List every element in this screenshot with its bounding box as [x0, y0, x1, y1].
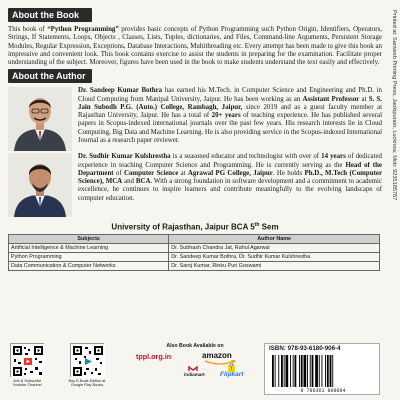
- bottom-strip: [8, 343, 382, 395]
- book-title-bold: “Python Programming”: [47, 26, 119, 33]
- author2-role: Head of the Department: [78, 161, 382, 177]
- table-header-author: Author Name: [169, 235, 380, 244]
- tppl-link[interactable]: tppl.org.in: [136, 352, 172, 361]
- availability-panel: [132, 343, 258, 393]
- table-row: [9, 253, 380, 262]
- barcode-stripe: [307, 355, 308, 387]
- google-play-qr-label: Buy E-Book Edition at Google Play Books: [68, 379, 106, 387]
- author1-bio: [78, 87, 382, 151]
- printer-info: Printed at: Sarwesh Printing Press, Jankipuram, Lucknow, Mob: 9235185767: [391, 10, 397, 201]
- barcode-stripe: [330, 355, 332, 387]
- author2-bio: [78, 153, 382, 217]
- table-row: [9, 244, 380, 253]
- author2-bio-part: of dedicated experience in teaching Computer Science and Programming. He is currently serving as the: [78, 153, 382, 169]
- table-cell-subject: Artificial Intelligence & Machine Learning: [9, 244, 169, 253]
- person-portrait-icon: [8, 153, 72, 217]
- barcode-stripe: [286, 355, 289, 387]
- barcode-stripe: [299, 355, 300, 387]
- author2-bio-part: . He holds: [272, 169, 305, 177]
- author2-bio-part: and: [122, 178, 136, 186]
- barcode-stripe: [322, 355, 323, 387]
- author1-bio-part: since 2019 and as a guest faculty member at Rajasthan University, Jaipur. He has a total of: [78, 103, 382, 120]
- person-portrait-icon: [8, 87, 72, 151]
- barcode-stripe: [312, 355, 314, 387]
- author1-block: [8, 87, 382, 151]
- youtube-qr-code[interactable]: [10, 343, 44, 377]
- about-book-text-1: This book of: [8, 26, 48, 33]
- barcode-stripe: [295, 355, 297, 387]
- author2-dept: Computer Science: [124, 169, 179, 177]
- qr-code-icon: [11, 344, 45, 378]
- indiamart-logo-icon: [188, 365, 198, 372]
- indiamart-logo: indiamart: [184, 372, 205, 377]
- qr-code-icon: [71, 344, 105, 378]
- barcode-stripe: [301, 355, 303, 387]
- about-book-heading: About the Book: [8, 8, 92, 22]
- table-cell-subject: Python Programming: [9, 253, 169, 262]
- barcode-stripe: [281, 355, 283, 387]
- table-header-row: [9, 235, 380, 244]
- author1-name: Dr. Sandeep Kumar Bothra: [78, 87, 163, 95]
- table-cell-author: Dr. Saroj Kumar, Rinku Puri Goswami: [169, 262, 380, 271]
- barcode-stripe: [272, 355, 274, 387]
- availability-title: Also Book Available on: [166, 343, 224, 349]
- main-content: [8, 8, 382, 271]
- barcode-stripe: [310, 355, 311, 387]
- table-header-subjects: Subjects: [9, 235, 169, 244]
- author2-bio-part: of: [113, 169, 124, 177]
- table-row: [9, 262, 380, 271]
- barcode-digits: 9 789361 809064: [300, 388, 346, 394]
- amazon-text: amazon: [202, 351, 232, 360]
- google-play-qr-code[interactable]: [70, 343, 104, 377]
- table-cell-author: Dr. Subhash Chandra Jat, Rahul Agarwal: [169, 244, 380, 253]
- table-cell-subject: Data Communication & Computer Networks: [9, 262, 169, 271]
- barcode-stripe: [332, 355, 333, 387]
- author1-bio-part: at: [359, 95, 369, 103]
- university-suffix: Sem: [259, 223, 279, 233]
- author1-bio-part: of teaching experience. He has published several papers in Scopus-indexed international journals over the past few years. His research interests lie in Cloud Computing, Big Data and Machine Learning. He is also providing service in the Scopus-indexed International Journal as a research paper reviewer.: [78, 112, 382, 144]
- subjects-table: [8, 234, 380, 271]
- youtube-qr-label: Join & Subscribe Youtube Channel: [12, 379, 42, 387]
- barcode-stripe: [315, 355, 318, 387]
- barcode-stripe: [293, 355, 294, 387]
- barcode-box: [264, 343, 380, 395]
- svg-text:f: f: [230, 366, 233, 372]
- flipkart-logo: Flipkart: [220, 371, 244, 378]
- author2-bio-part: at: [178, 169, 188, 177]
- isbn-number: ISBN: 978-93-6180-906-4: [269, 345, 341, 352]
- author2-block: [8, 153, 382, 217]
- about-book-text-2: provides basic concepts of Python Programming such Python Origin, Identifiers, Operators, Strings, If Statements, Loops, Objects , Classes, Lists, Tuples, dictionaries, and Files, Command-line Arguments, Persistent Storage Modules, Regular Expression, Exceptions, Database Interactions, Multithreading etc. Every attempt has been made to give this book an impressive and convenient look. This book contains exercise to assist the students in preparing for the examination. Facilitate proper understanding of the subject. Moreover, figures have been used in the book to make students understand the text easily and effectively.: [8, 26, 382, 67]
- author2-degree-bca: BCA: [135, 178, 151, 186]
- barcode-stripe: [284, 355, 285, 387]
- author2-institution: Agrawal PG College, Jaipur: [187, 169, 273, 177]
- barcode-stripe: [327, 355, 329, 387]
- barcode-icon: [271, 355, 375, 387]
- author2-bio-part: is a seasoned educator and technologist with over of: [170, 153, 322, 161]
- barcode-stripe: [319, 355, 320, 387]
- barcode-stripe: [278, 355, 279, 387]
- barcode-stripe: [304, 355, 307, 387]
- author1-years: 20+ years: [211, 112, 241, 120]
- table-cell-author: Dr. Sandeep Kumar Bothra, Dr. Sudhir Kumar Kulshrestha: [169, 253, 380, 262]
- about-book-text: [8, 26, 382, 67]
- author2-bio-part: . With a strong foundation in software development and a commitment to academic excellence, he continues to inspire learners and contribute meaningfully to the evolving landscape of computer education.: [78, 178, 383, 202]
- about-author-heading: About the Author: [8, 69, 92, 83]
- barcode-stripe: [290, 355, 291, 387]
- university-heading: [8, 222, 382, 232]
- author1-role: Assistant Professor: [302, 95, 360, 103]
- university-sup: th: [254, 222, 260, 229]
- author2-degrees: Ph.D., M.Tech (Computer Science), MCA: [78, 169, 383, 186]
- barcode-stripe: [275, 355, 276, 387]
- author1-institution: S. S. Jain Subodh P.G. (Auto.) College, Rambagh, Jaipur,: [78, 95, 382, 111]
- author1-photo: [8, 87, 72, 151]
- author2-name: Dr. Sudhir Kumar Kulshrestha: [78, 153, 171, 161]
- author1-bio-part: has earned his M.Tech. in Computer Science and Engineering and Ph.D. in Cloud Computing from Manipal University, Jaipur. He has been working as an: [78, 87, 382, 103]
- university-prefix: University of Rajasthan, Jaipur BCA 5: [111, 223, 255, 233]
- author2-years: 14 years: [321, 153, 346, 161]
- author2-photo: [8, 153, 72, 217]
- barcode-stripe: [325, 355, 326, 387]
- amazon-logo: [202, 351, 232, 360]
- printer-side-strip: [386, 0, 400, 400]
